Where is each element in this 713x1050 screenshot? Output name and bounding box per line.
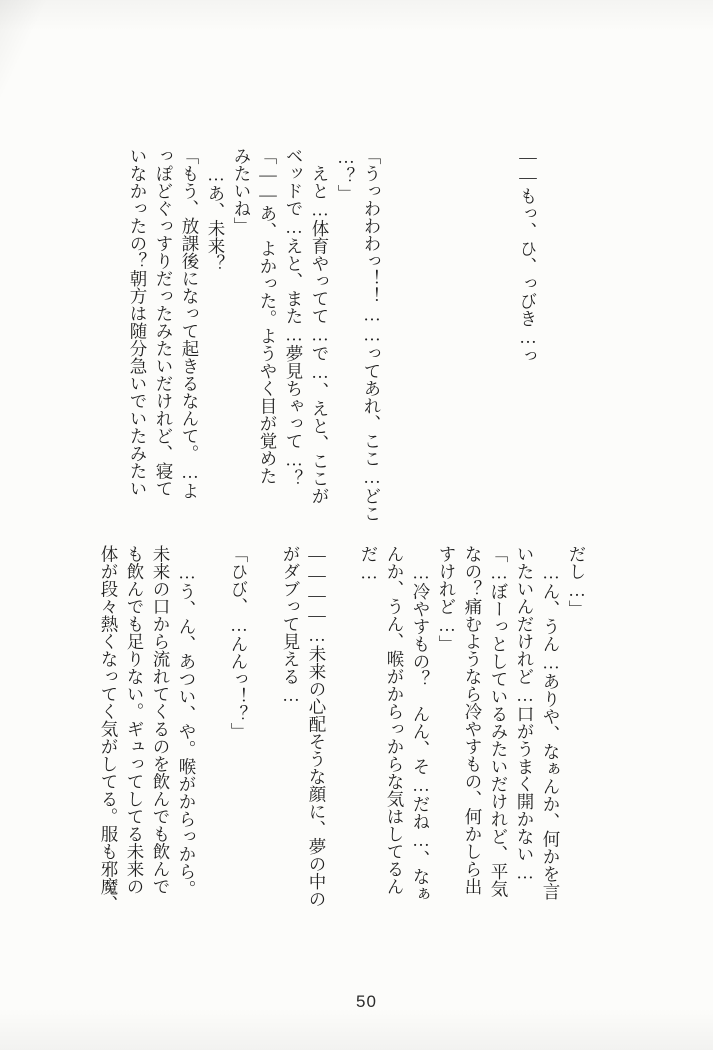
text-line: いたいんだけれど…口がうまく開かない…	[515, 545, 535, 883]
text-line: だし…」	[567, 545, 587, 618]
bottom-text-block	[96, 545, 590, 915]
text-line: 「もう、放課後になって起きるなんて。…よ	[180, 147, 200, 500]
text-line: すけれど…」	[437, 545, 457, 653]
text-line: なの？痛むようなら冷やすもの、何かしら出	[463, 545, 483, 895]
text-line: ――――…未来の心配そうな顔に、夢の中の	[307, 545, 327, 908]
text-line: んか、うん、喉がからっからな気はしてるん	[385, 545, 405, 895]
text-line: 「うっわわわっ！！……ってあれ、ここ…どこ	[362, 147, 382, 522]
text-line	[200, 545, 226, 915]
text-line: ――もっ、ひ、っびき…っ	[518, 147, 538, 365]
text-line: 「…ぼーっとしているみたいだけれど、平気	[489, 545, 509, 898]
text-line: 「ひび、…んんっ！？」	[229, 545, 249, 740]
text-line: ベッドで…えと、また…夢見ちゃって…？	[284, 147, 304, 487]
text-line	[385, 147, 411, 505]
text-line: …ん、うん…ありや、なぁんか、何かを言	[541, 545, 561, 900]
top-text-block	[125, 147, 541, 522]
text-line: えと…体育やってて…で…、えと、ここが	[310, 147, 330, 505]
text-line	[437, 147, 463, 505]
text-line: …あ、未来？	[206, 147, 226, 272]
text-line: 体が段々熱くなってく気がしてる。服も邪魔、	[99, 545, 119, 913]
text-line: いなかったの？朝方は随分急いでいたみたい	[128, 147, 148, 497]
page-number: 50	[356, 992, 377, 1011]
text-line: …？」	[336, 147, 356, 202]
text-line: …冷やすもの？ んん、そ…だね…、なぁ	[411, 545, 431, 903]
text-line: がダブって見える…	[281, 545, 301, 705]
text-line: だ…	[359, 545, 379, 583]
text-line	[463, 147, 489, 505]
text-line: 未来の口から流れてくるのを飲んでも飲んで	[151, 545, 171, 895]
text-line: …う、ん、あつい、や。喉がからっから。	[177, 545, 197, 898]
text-line	[489, 147, 515, 505]
text-line: っぽどぐっすりだったみたいだけれど、寝て	[154, 147, 174, 497]
text-line	[330, 545, 356, 915]
text-line: みたいね」	[232, 147, 252, 235]
text-line	[411, 147, 437, 505]
text-line: 「――あ、よかった。ようやく目が覚めた	[258, 147, 278, 485]
text-line	[252, 545, 278, 915]
text-line: も飲んでも足りない。ギュってしてる未来の	[125, 545, 145, 895]
